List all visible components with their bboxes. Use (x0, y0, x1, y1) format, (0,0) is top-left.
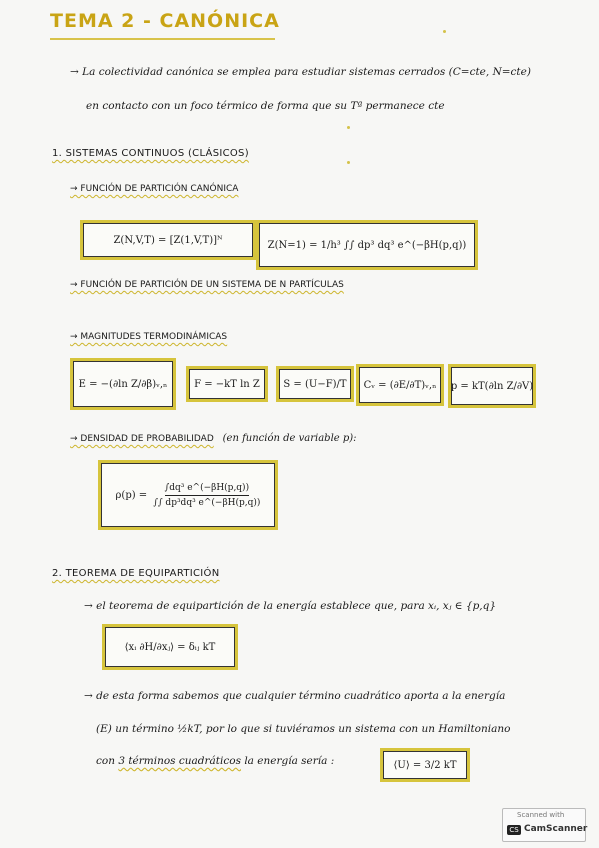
subheading-partition-function: → FUNCIÓN DE PARTICIÓN CANÓNICA (70, 184, 239, 194)
ink-dot (347, 161, 350, 164)
subheading-probability-density: → DENSIDAD DE PROBABILIDAD (en función de variable p): (70, 433, 357, 444)
intro-line-1: → La colectividad canónica se emplea para estudiar sistemas cerrados (C=cte, N=cte) (70, 66, 531, 78)
equipartition-line-1: → el teorema de equipartición de la energía establece que, para xᵢ, xⱼ ∈ {p,q} (84, 600, 497, 612)
section-1-heading: 1. SISTEMAS CONTINUOS (CLÁSICOS) (52, 148, 249, 159)
rho-denominator: ∫∫ dp³dq³ e^(−βH(p,q)) (153, 497, 261, 508)
equation-equipartition: ⟨xᵢ ∂H/∂xⱼ⟩ = δᵢⱼ kT (124, 641, 216, 653)
camscanner-badge (502, 808, 586, 842)
camscanner-logo-icon: CS (507, 825, 521, 835)
ink-dot (443, 30, 446, 33)
rho-numerator: ∫dq³ e^(−βH(p,q)) (165, 483, 250, 496)
section-2-heading: 2. TEOREMA DE EQUIPARTICIÓN (52, 568, 220, 579)
equation-pressure: p = kT(∂ln Z/∂V) (450, 380, 534, 392)
equipartition-line-3: (E) un término ½kT, por lo que si tuviéramos un sistema con un Hamiltoniano (96, 723, 511, 735)
equation-z-nvt: Z(N,V,T) = [Z(1,V,T)]ᴺ (113, 234, 223, 246)
equation-box-equipartition (102, 624, 238, 670)
equation-box-z-n1 (256, 220, 478, 270)
equation-box-z-nvt (80, 220, 256, 260)
equation-entropy: S = (U−F)/T (283, 378, 347, 390)
quadratic-terms-highlight: 3 términos cuadráticos (118, 755, 241, 767)
probability-density-note: (en función de variable p): (222, 433, 357, 444)
equation-box-pressure (448, 364, 536, 408)
equation-z-n1: Z(N=1) = 1/h³ ∫∫ dp³ dq³ e^(−βH(p,q)) (267, 239, 467, 251)
scanned-with-label: Scanned with (517, 811, 565, 819)
equation-heat-capacity: Cᵥ = (∂E/∂T)ᵥ,ₙ (363, 379, 437, 391)
equation-mean-energy: ⟨U⟩ = 3/2 kT (393, 759, 457, 771)
title-underline (50, 38, 275, 40)
subheading-n-particles: → FUNCIÓN DE PARTICIÓN DE UN SISTEMA DE N PARTÍCULAS (70, 280, 344, 290)
page-title: TEMA 2 - CANÓNICA (50, 10, 280, 32)
equation-box-free-energy (186, 366, 268, 402)
camscanner-name: CamScanner (524, 824, 588, 834)
equipartition-line-2: → de esta forma sabemos que cualquier término cuadrático aporta a la energía (84, 690, 506, 702)
subheading-thermodynamic-magnitudes: → MAGNITUDES TERMODINÁMICAS (70, 332, 228, 342)
equipartition-line-4: con 3 términos cuadráticos la energía sería : (96, 755, 335, 767)
ink-dot (347, 126, 350, 129)
equation-energy: E = −(∂ln Z/∂β)ᵥ,ₙ (78, 378, 168, 390)
equation-box-entropy (276, 366, 354, 402)
equation-box-mean-energy (380, 748, 470, 782)
intro-line-2: en contacto con un foco térmico de forma que su Tª permanece cte (86, 100, 445, 112)
rho-lhs: ρ(p) = (115, 489, 148, 501)
equation-box-probability-density (98, 460, 278, 530)
equation-box-heat-capacity (356, 364, 444, 406)
equation-box-energy (70, 358, 176, 410)
equation-free-energy: F = −kT ln Z (194, 378, 260, 390)
